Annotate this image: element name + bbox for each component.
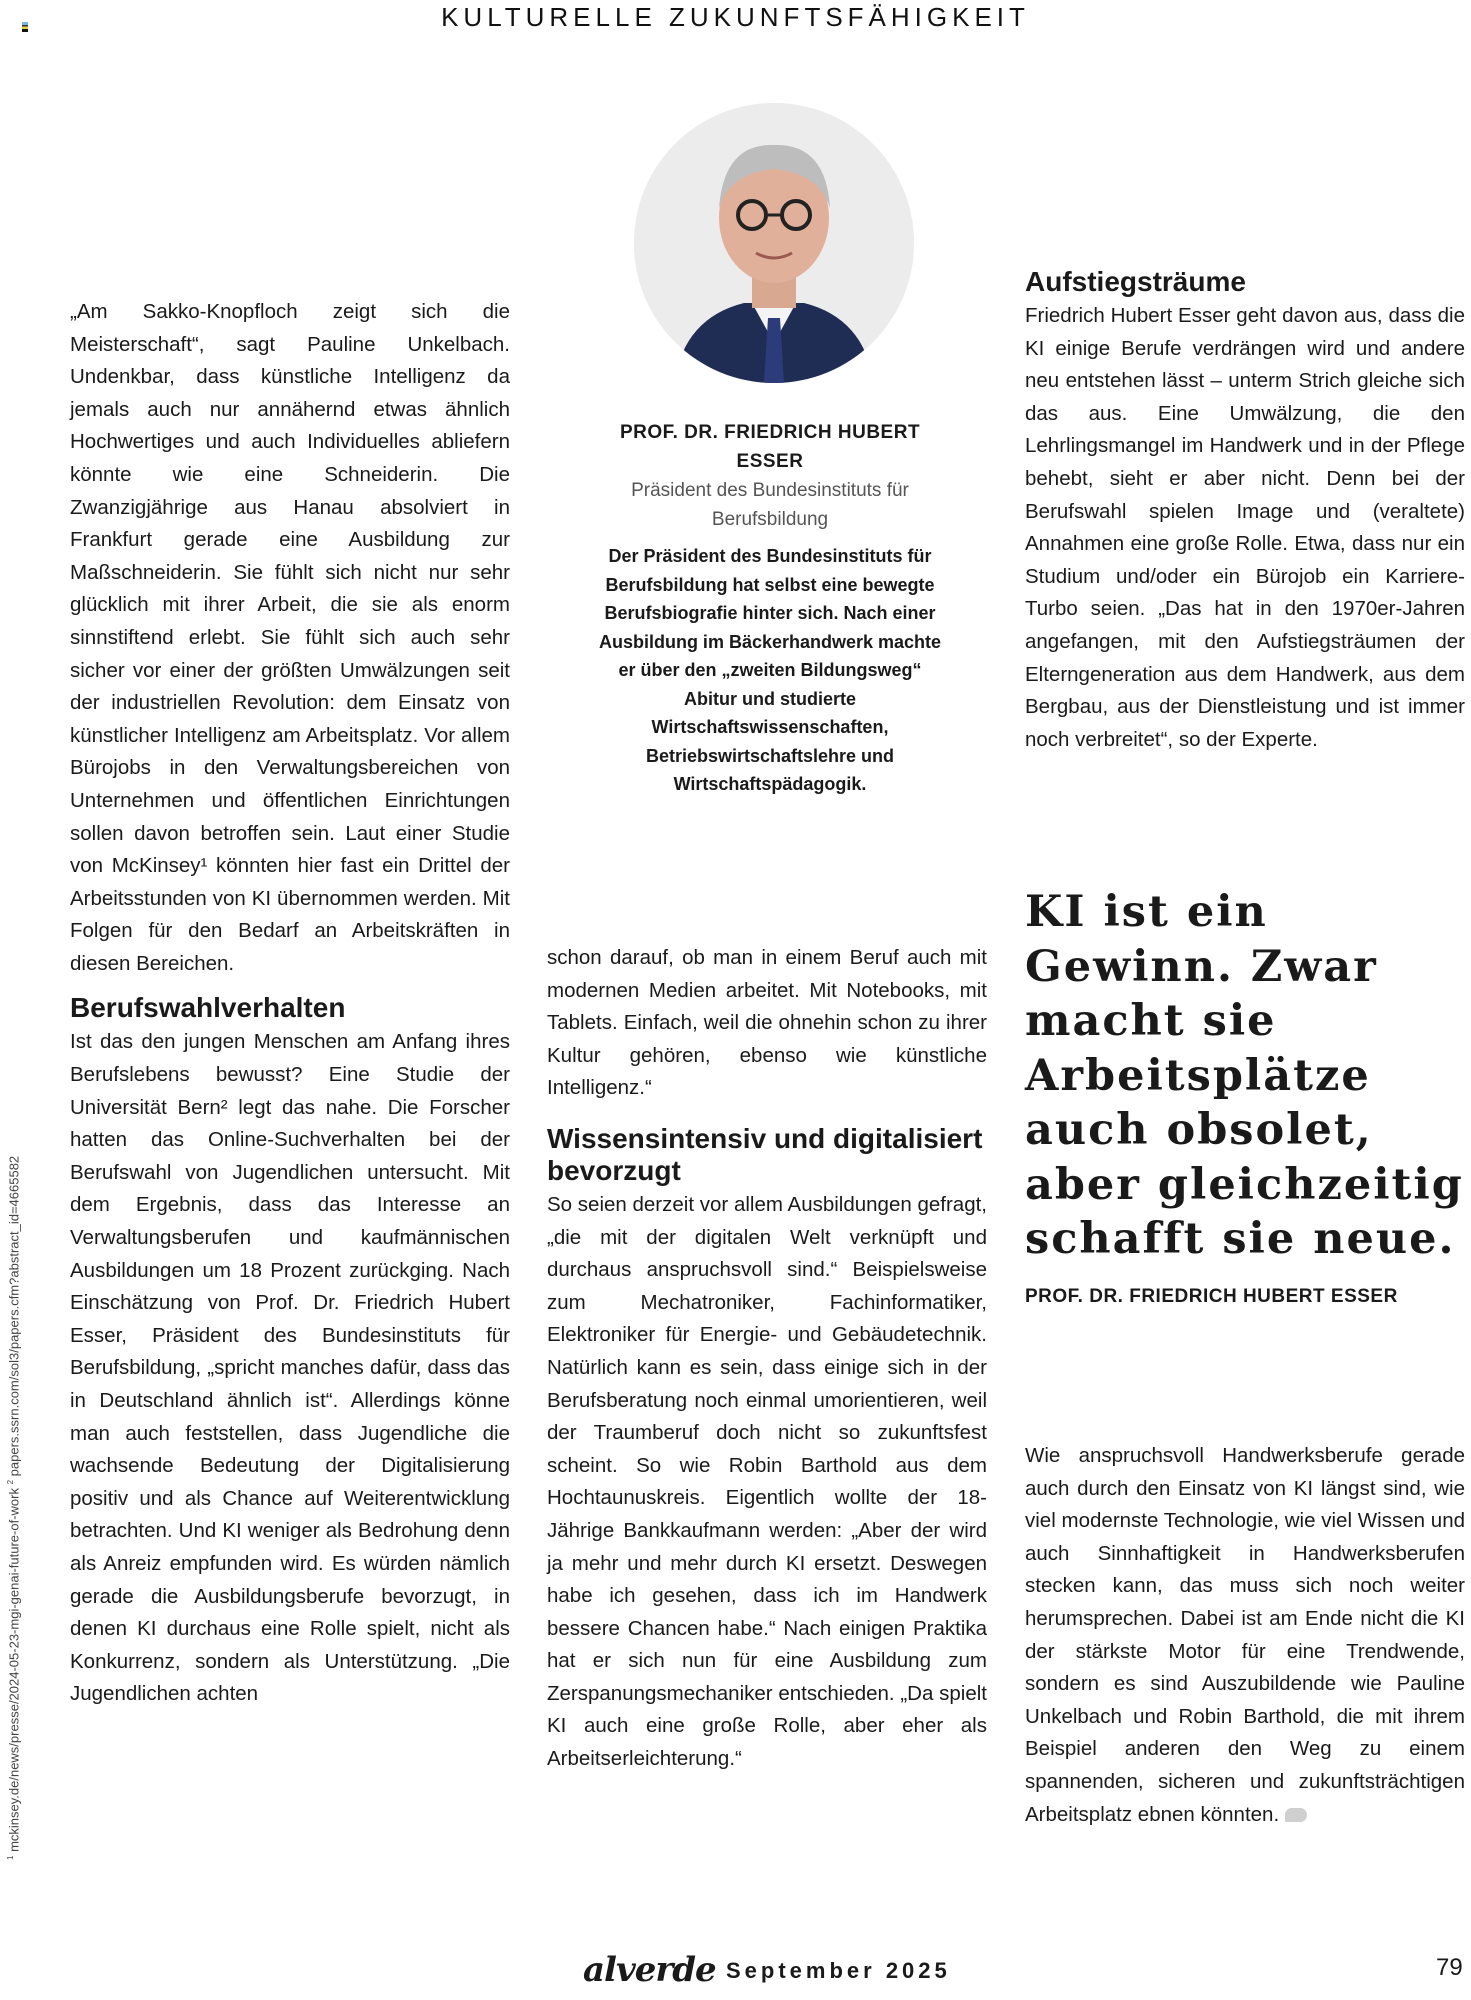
column-3-lower xyxy=(1025,1440,1465,1831)
pull-quote-author: PROF. DR. FRIEDRICH HUBERT ESSER xyxy=(1025,1286,1398,1307)
body-paragraph: So seien derzeit vor allem Ausbildungen gefragt, „die mit der digitalen Welt verknüpft und durchaus anspruchsvoll sind.“ Beispielsweise zum Mechatroniker, Fachinformatiker, Elektroniker für Energie- und Gebäudetechnik. Natürlich kann es sein, dass einige sich in der Berufsberatung noch einmal umorientieren, weil der Traumberuf doch nicht so zukunftsfest scheint. So wie Robin Barthold aus dem Hochtaunuskreis. Eigentlich wollte der 18-Jährige Bankkaufmann werden: „Aber der wird ja mehr und mehr durch KI ersetzt. Deswegen habe ich gesehen, dass ich im Handwerk bessere Chancen habe.“ Nach einigen Praktika hat er sich nun für eine Ausbildung zum Zerspanungsmechaniker entschieden. „Da spielt KI auch eine große Rolle, aber eher als Arbeitserleichterung.“ xyxy=(547,1192,987,1771)
bio-box xyxy=(590,418,950,799)
column-1 xyxy=(70,296,510,1711)
footnote-1-url: mckinsey.de/news/presse/2024-05-23-mgi-genai-future-of-work xyxy=(6,1484,22,1856)
body-paragraph: Friedrich Hubert Esser geht davon aus, dass die KI einige Berufe verdrängen wird und andere neu entstehen lässt – unterm Strich gleiche sich das aus. Eine Umwälzung, die den Lehrlingsmangel im Handwerk und in der Pflege behebt, sieht er aber nicht. Denn bei der Berufswahl spielen Image und (veraltete) Annahmen eine große Rolle. Etwa, dass nur ein Studium und/oder ein Bürojob ein Karriere-Turbo seien. „Das hat in den 1970er-Jahren angefangen, mit den Aufstiegsträumen der Elterngeneration aus dem Handwerk, aus dem Bergbau, aus der Dienstleistung und ist immer noch verbreitet“, so der Experte. xyxy=(1025,304,1465,751)
color-bar-marker xyxy=(22,22,28,32)
end-mark-icon xyxy=(1285,1808,1307,1822)
footnote-2-url: papers.ssrn.com/sol3/papers.cfm?abstract_id=4665582 xyxy=(6,1155,22,1480)
column-3 xyxy=(1025,266,1465,756)
bio-role: Präsident des Bundesinstituts für Berufsbildung xyxy=(631,480,909,530)
bio-name: PROF. DR. FRIEDRICH HUBERT ESSER xyxy=(619,422,921,472)
footnote-2-mark: 2 xyxy=(6,1479,15,1485)
portrait-photo xyxy=(634,103,914,383)
closing-paragraph: Wie anspruchsvoll Handwerksberufe gerade auch durch den Einsatz von KI längst sind, wie viel modernste Technologie, wie viel Wissen und auch Sinnhaftigkeit in Handwerksberufen stecken kann, das muss sich noch weiter herumsprechen. Dabei ist am Ende nicht die KI der stärkste Motor für eine Trendwende, sondern es sind Auszubildende wie Pauline Unkelbach und Robin Barthold, die mit ihrem Beispiel anderen den Weg zu einem spannenden, sicheren und zukunftsträchtigen Arbeitsplatz ebnen könnten. xyxy=(1025,1444,1465,1826)
body-paragraph xyxy=(1025,1440,1465,1831)
body-paragraph: schon darauf, ob man in einem Beruf auch mit modernen Medien arbeitet. Mit Notebooks, mit Tablets. Einfach, weil die ohnehin schon zu ihrer Kultur gehören, ebenso wie künstliche Intelligenz.“ xyxy=(547,946,987,1100)
pull-quote: KI ist ein Gewinn. Zwar macht sie Arbeitsplätze auch obsolet, aber gleichzeitig schafft sie neue. xyxy=(1025,887,1464,1264)
bio-description: Der Präsident des Bundesinstituts für Berufsbildung hat selbst eine bewegte Berufsbiografie hinter sich. Nach einer Ausbildung im Bäckerhandwerk machte er über den „zweiten Bildungsweg“ Abitur und studierte Wirtschaftswissenschaften, Betriebswirtschaftslehre und Wirtschaftspädagogik. xyxy=(598,546,942,794)
magazine-logo: alverde xyxy=(583,1950,716,1990)
body-paragraph: „Am Sakko-Knopfloch zeigt sich die Meisterschaft“, sagt Pauline Unkelbach. Undenkbar, dass künstliche Intelligenz da jemals auch nur annähernd etwas ähnlich Hochwertiges und auch Individuelles abliefern könnte wie eine Schneiderin. Die Zwanzigjährige aus Hanau absolviert in Frankfurt gerade eine Ausbildung zur Maßschneiderin. Sie fühlt sich nicht nur sehr glücklich mit ihrer Arbeit, die sie als enorm sinnstiftend erlebt. Sie fühlt sich auch sehr sicher vor einer der größten Umwälzungen seit der industriellen Revolution: dem Einsatz von künstlicher Intelligenz am Arbeitsplatz. Vor allem Bürojobs in den Verwaltungsbereichen von Unternehmen und öffentlichen Einrichtungen sollen davon betroffen sein. Laut einer Studie von McKinsey¹ könnten hier fast ein Drittel der Arbeitsstunden von KI übernommen werden. Mit Folgen für den Bedarf an Arbeitskräften in diesen Bereichen. xyxy=(70,300,510,975)
section-kicker: KULTURELLE ZUKUNFTSFÄHIGKEIT xyxy=(441,2,1030,32)
subheading: Berufswahlverhalten xyxy=(70,992,346,1024)
subheading: Wissensintensiv und digitalisiert bevorzugt xyxy=(547,1122,983,1186)
column-2 xyxy=(547,942,987,1776)
footnote-1-mark: 1 xyxy=(6,1855,15,1860)
body-paragraph: Ist das den jungen Menschen am Anfang ihres Berufslebens bewusst? Eine Studie der Universität Bern² legt das nahe. Die Forscher hatten das Online-Suchverhalten bei der Berufswahl von Jugendlichen untersucht. Mit dem Ergebnis, dass das Interesse an Verwaltungsberufen und kaufmännischen Ausbildungen um 18 Prozent zurückging. Nach Einschätzung von Prof. Dr. Friedrich Hubert Esser, Präsident des Bundesinstituts für Berufsbildung, „spricht manches dafür, dass das in Deutschland ähnlich ist“. Allerdings könne man auch feststellen, dass Jugendliche die wachsende Bedeutung der Digitalisierung positiv und als Chance auf Weiterentwicklung betrachten. Und KI weniger als Bedrohung denn als Anreiz empfunden wird. Es würden nämlich gerade die Ausbildungsberufe bevorzugt, in denen KI durchaus eine Rolle spielt, nicht als Konkurrenz, sondern als Unterstützung. „Die Jugendlichen achten xyxy=(70,1030,510,1706)
subheading: Aufstiegsträume xyxy=(1025,266,1246,297)
page-number: 79 xyxy=(1436,1954,1463,1981)
footnote-sources xyxy=(6,1156,21,1860)
issue-date: September 2025 xyxy=(726,1958,951,1983)
